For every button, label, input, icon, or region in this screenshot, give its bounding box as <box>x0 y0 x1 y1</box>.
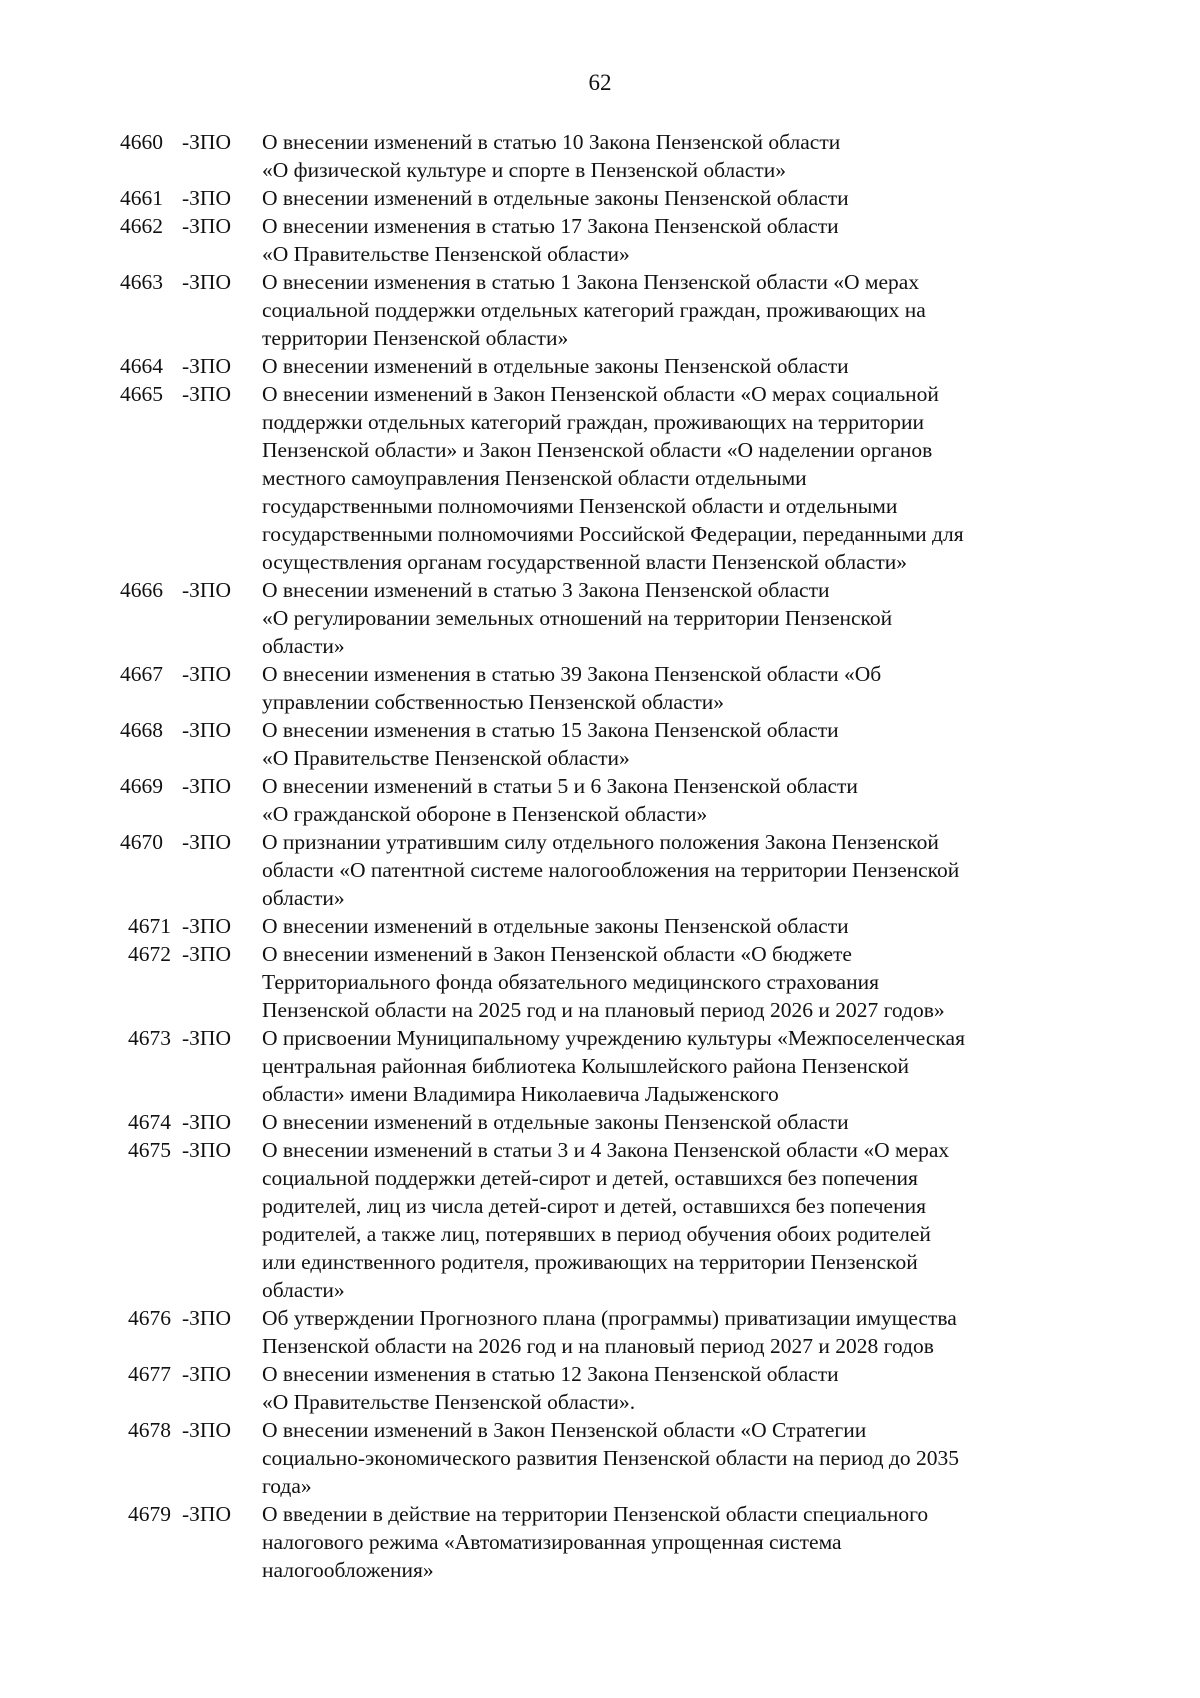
law-title-line: управлении собственностью Пензенской области» <box>262 690 725 714</box>
law-number: 4663 <box>120 270 163 294</box>
law-type: -ЗПО <box>182 382 231 406</box>
law-number: 4664 <box>120 354 163 378</box>
law-type: -ЗПО <box>182 354 231 378</box>
law-title-line: «О гражданской обороне в Пензенской области» <box>262 802 708 826</box>
law-title-line: О внесении изменения в статью 39 Закона Пензенской области «Об <box>262 662 882 686</box>
law-title-line: О внесении изменения в статью 17 Закона Пензенской области <box>262 214 839 238</box>
law-title-line: О внесении изменений в Закон Пензенской области «О бюджете <box>262 942 852 966</box>
law-title <box>262 940 1090 1024</box>
law-title <box>262 1136 1090 1304</box>
law-title-line: территории Пензенской области» <box>262 326 569 350</box>
law-title-line: О внесении изменений в Закон Пензенской области «О мерах социальной <box>262 382 939 406</box>
law-title <box>262 1360 1090 1416</box>
law-type: -ЗПО <box>182 214 231 238</box>
law-type: -ЗПО <box>182 186 231 210</box>
law-entry <box>120 212 1090 268</box>
law-number: 4676 <box>128 1306 171 1330</box>
law-title-line: О внесении изменения в статью 15 Закона Пензенской области <box>262 718 839 742</box>
law-title <box>262 660 1090 716</box>
law-entry <box>120 352 1090 380</box>
law-type: -ЗПО <box>182 1138 231 1162</box>
law-number: 4670 <box>120 830 163 854</box>
law-title-line: О внесении изменений в статьи 5 и 6 Закона Пензенской области <box>262 774 858 798</box>
law-type: -ЗПО <box>182 914 231 938</box>
law-title-line: области» имени Владимира Николаевича Ладыженского <box>262 1082 779 1106</box>
law-title-line: «О физической культуре и спорте в Пензенской области» <box>262 158 786 182</box>
law-type: -ЗПО <box>182 774 231 798</box>
law-type: -ЗПО <box>182 942 231 966</box>
law-entry <box>120 772 1090 828</box>
law-number: 4669 <box>120 774 163 798</box>
law-entry <box>120 184 1090 212</box>
law-title-line: поддержки отдельных категорий граждан, проживающих на территории <box>262 410 925 434</box>
law-title-line: Территориального фонда обязательного медицинского страхования <box>262 970 879 994</box>
law-title-line: О присвоении Муниципальному учреждению культуры «Межпоселенческая <box>262 1026 965 1050</box>
law-entry <box>120 940 1090 1024</box>
law-number: 4667 <box>120 662 163 686</box>
law-title-line: государственными полномочиями Российской Федерации, переданными для <box>262 522 964 546</box>
law-title <box>262 912 1090 940</box>
law-type: -ЗПО <box>182 662 231 686</box>
page-number: 62 <box>588 70 612 95</box>
law-title-line: О введении в действие на территории Пензенской области специального <box>262 1502 929 1526</box>
law-title <box>262 576 1090 660</box>
law-type: -ЗПО <box>182 1110 231 1134</box>
law-title <box>262 128 1090 184</box>
law-title-line: О внесении изменения в статью 1 Закона Пензенской области «О мерах <box>262 270 920 294</box>
law-title-line: О внесении изменений в статью 10 Закона Пензенской области <box>262 130 841 154</box>
law-title-line: социально-экономического развития Пензенской области на период до 2035 <box>262 1446 959 1470</box>
law-title-line: Об утверждении Прогнозного плана (программы) приватизации имущества <box>262 1306 957 1330</box>
law-entry <box>120 1108 1090 1136</box>
law-title <box>262 1304 1090 1360</box>
law-title-line: области «О патентной системе налогообложения на территории Пензенской <box>262 858 960 882</box>
law-title <box>262 772 1090 828</box>
law-title-line: центральная районная библиотека Колышлейского района Пензенской <box>262 1054 909 1078</box>
law-title-line: О внесении изменений в отдельные законы Пензенской области <box>262 186 849 210</box>
law-title <box>262 1024 1090 1108</box>
law-title-line: «О Правительстве Пензенской области» <box>262 746 630 770</box>
law-title-line: осуществления органам государственной власти Пензенской области» <box>262 550 907 574</box>
law-entry <box>120 1416 1090 1500</box>
law-title-line: «О регулировании земельных отношений на территории Пензенской <box>262 606 893 630</box>
law-type: -ЗПО <box>182 1502 231 1526</box>
law-number: 4678 <box>128 1418 171 1442</box>
law-title-line: О внесении изменений в отдельные законы Пензенской области <box>262 914 849 938</box>
law-title-line: «О Правительстве Пензенской области». <box>262 1390 636 1414</box>
law-entry <box>120 380 1090 576</box>
law-title <box>262 212 1090 268</box>
law-title-line: родителей, лиц из числа детей-сирот и детей, оставшихся без попечения <box>262 1194 927 1218</box>
law-type: -ЗПО <box>182 718 231 742</box>
law-title-line: области» <box>262 634 345 658</box>
law-title-line: или единственного родителя, проживающих на территории Пензенской <box>262 1250 918 1274</box>
law-number: 4668 <box>120 718 163 742</box>
law-title-line: О внесении изменений в статью 3 Закона Пензенской области <box>262 578 830 602</box>
law-type: -ЗПО <box>182 1418 231 1442</box>
law-title-line: О внесении изменений в отдельные законы Пензенской области <box>262 1110 849 1134</box>
law-title-line: «О Правительстве Пензенской области» <box>262 242 630 266</box>
law-entry <box>120 268 1090 352</box>
law-title-line: налогового режима «Автоматизированная упрощенная система <box>262 1530 842 1554</box>
law-title-line: О внесении изменений в Закон Пензенской области «О Стратегии <box>262 1418 867 1442</box>
law-number: 4671 <box>128 914 171 938</box>
law-number: 4672 <box>128 942 171 966</box>
law-type: -ЗПО <box>182 1026 231 1050</box>
law-title-line: налогообложения» <box>262 1558 434 1582</box>
law-type: -ЗПО <box>182 1306 231 1330</box>
law-number: 4665 <box>120 382 163 406</box>
law-number: 4673 <box>128 1026 171 1050</box>
law-entry <box>120 1500 1090 1584</box>
law-title-line: социальной поддержки отдельных категорий граждан, проживающих на <box>262 298 926 322</box>
law-title <box>262 1416 1090 1500</box>
law-title-line: области» <box>262 1278 345 1302</box>
law-title <box>262 1500 1090 1584</box>
law-entry <box>120 1360 1090 1416</box>
law-title-line: года» <box>262 1474 312 1498</box>
law-number: 4666 <box>120 578 163 602</box>
law-title-line: О внесении изменений в статьи 3 и 4 Закона Пензенской области «О мерах <box>262 1138 950 1162</box>
law-type: -ЗПО <box>182 1362 231 1386</box>
law-entry <box>120 128 1090 184</box>
law-title <box>262 1108 1090 1136</box>
law-entry <box>120 912 1090 940</box>
law-title <box>262 352 1090 380</box>
law-type: -ЗПО <box>182 578 231 602</box>
law-title-line: Пензенской области на 2025 год и на плановый период 2026 и 2027 годов» <box>262 998 945 1022</box>
law-number: 4677 <box>128 1362 171 1386</box>
law-entry <box>120 828 1090 912</box>
law-type: -ЗПО <box>182 830 231 854</box>
law-title-line: О внесении изменения в статью 12 Закона Пензенской области <box>262 1362 839 1386</box>
law-number: 4660 <box>120 130 163 154</box>
law-title <box>262 268 1090 352</box>
law-title <box>262 184 1090 212</box>
law-title-line: Пензенской области на 2026 год и на плановый период 2027 и 2028 годов <box>262 1334 934 1358</box>
law-title-line: социальной поддержки детей-сирот и детей, оставшихся без попечения <box>262 1166 918 1190</box>
law-title-line: О признании утратившим силу отдельного положения Закона Пензенской <box>262 830 939 854</box>
law-title-line: области» <box>262 886 345 910</box>
law-entry <box>120 1304 1090 1360</box>
law-entry <box>120 660 1090 716</box>
law-type: -ЗПО <box>182 130 231 154</box>
law-title <box>262 716 1090 772</box>
law-title <box>262 828 1090 912</box>
law-number: 4675 <box>128 1138 171 1162</box>
law-entry <box>120 1024 1090 1108</box>
law-title-line: О внесении изменений в отдельные законы Пензенской области <box>262 354 849 378</box>
law-entry <box>120 1136 1090 1304</box>
law-number: 4661 <box>120 186 163 210</box>
law-list <box>120 128 1090 1584</box>
law-number: 4674 <box>128 1110 171 1134</box>
law-entry <box>120 716 1090 772</box>
law-number: 4679 <box>128 1502 171 1526</box>
law-title-line: родителей, а также лиц, потерявших в период обучения обоих родителей <box>262 1222 931 1246</box>
law-title-line: Пензенской области» и Закон Пензенской области «О наделении органов <box>262 438 933 462</box>
law-type: -ЗПО <box>182 270 231 294</box>
law-number: 4662 <box>120 214 163 238</box>
law-title <box>262 380 1090 576</box>
law-title-line: государственными полномочиями Пензенской области и отдельными <box>262 494 898 518</box>
law-title-line: местного самоуправления Пензенской области отдельными <box>262 466 807 490</box>
law-entry <box>120 576 1090 660</box>
